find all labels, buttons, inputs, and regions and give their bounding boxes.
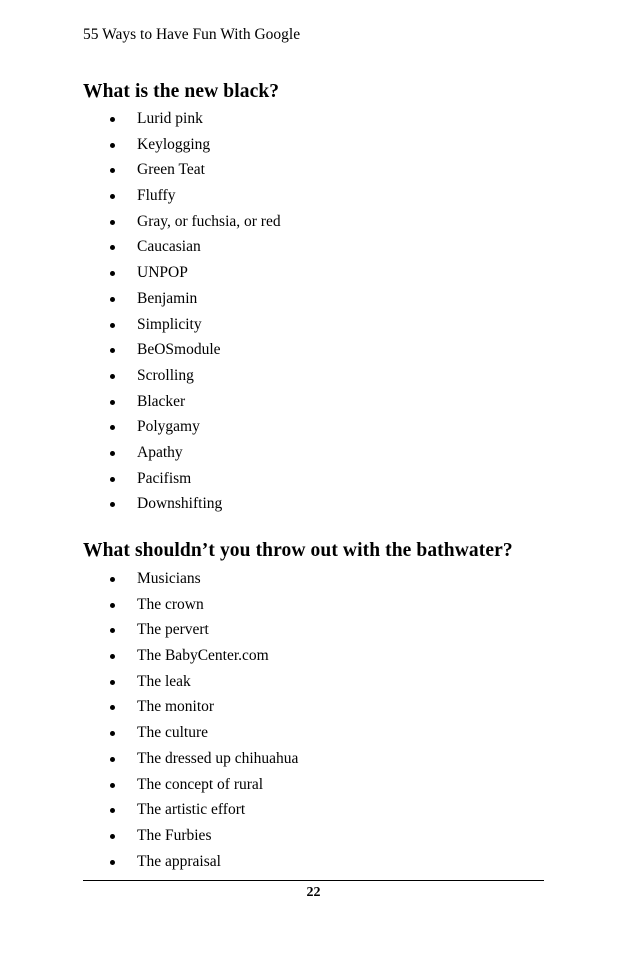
list-item-text: Green Teat [137, 161, 205, 179]
footer-divider [83, 880, 544, 881]
bullet-icon [110, 168, 115, 173]
bullet-icon [110, 245, 115, 250]
bullet-icon [110, 117, 115, 122]
bullet-icon [110, 577, 115, 582]
section-heading-new-black: What is the new black? [83, 81, 280, 102]
page-number: 22 [306, 885, 321, 900]
list-item-text: Fluffy [137, 187, 176, 205]
bullet-icon [110, 143, 115, 148]
bullet-icon [110, 705, 115, 710]
running-header: 55 Ways to Have Fun With Google [83, 26, 301, 43]
bullet-icon [110, 603, 115, 608]
bullet-icon [110, 628, 115, 633]
list-item-text: The leak [137, 672, 191, 690]
bullet-icon [110, 808, 115, 813]
list-item-text: Polygamy [137, 418, 200, 436]
list-item-text: The appraisal [137, 852, 221, 870]
list-item-text: The culture [137, 724, 209, 742]
bullet-icon [110, 451, 115, 456]
list-item-text: BeOSmodule [137, 341, 221, 359]
list-item-text: Simplicity [137, 315, 202, 333]
bullet-icon [110, 297, 115, 302]
bullet-icon [110, 731, 115, 736]
list-item-text: Caucasian [137, 238, 201, 256]
list-item-text: Pacifism [137, 469, 192, 487]
list-item-text: Apathy [137, 443, 183, 461]
list-item-text: Blacker [137, 392, 186, 410]
bullet-icon [110, 502, 115, 507]
bullet-icon [110, 194, 115, 199]
bullet-icon [110, 323, 115, 328]
list-item-text: The Furbies [137, 826, 212, 844]
list-item-text: UNPOP [137, 264, 188, 282]
list-item-text: The crown [137, 595, 204, 613]
bullet-icon [110, 680, 115, 685]
bullet-icon [110, 271, 115, 276]
list-item-text: The artistic effort [137, 801, 246, 819]
list-item-text: The monitor [137, 698, 215, 716]
list-item-text: Downshifting [137, 495, 223, 513]
list-item-text: The dressed up chihuahua [137, 749, 299, 767]
bullet-icon [110, 220, 115, 225]
bullet-icon [110, 374, 115, 379]
list-item-text: Lurid pink [137, 110, 203, 127]
bullet-icon [110, 860, 115, 865]
bullet-icon [110, 834, 115, 839]
bullet-icon [110, 400, 115, 405]
list-item-text: Musicians [137, 570, 201, 587]
bullet-icon [110, 757, 115, 762]
list-item-text: The BabyCenter.com [137, 647, 269, 665]
list-item-text: The pervert [137, 621, 209, 639]
bullet-icon [110, 477, 115, 482]
bullet-icon [110, 783, 115, 788]
bullet-icon [110, 654, 115, 659]
list-item-text: Benjamin [137, 289, 198, 307]
bullet-icon [110, 348, 115, 353]
list-item-text: The concept of rural [137, 775, 264, 793]
list-item-text: Gray, or fuchsia, or red [137, 212, 281, 230]
bullet-icon [110, 425, 115, 430]
list-item-text: Keylogging [137, 135, 211, 153]
section-heading-bathwater: What shouldn’t you throw out with the bathwater? [83, 540, 513, 561]
list-item-text: Scrolling [137, 366, 194, 384]
